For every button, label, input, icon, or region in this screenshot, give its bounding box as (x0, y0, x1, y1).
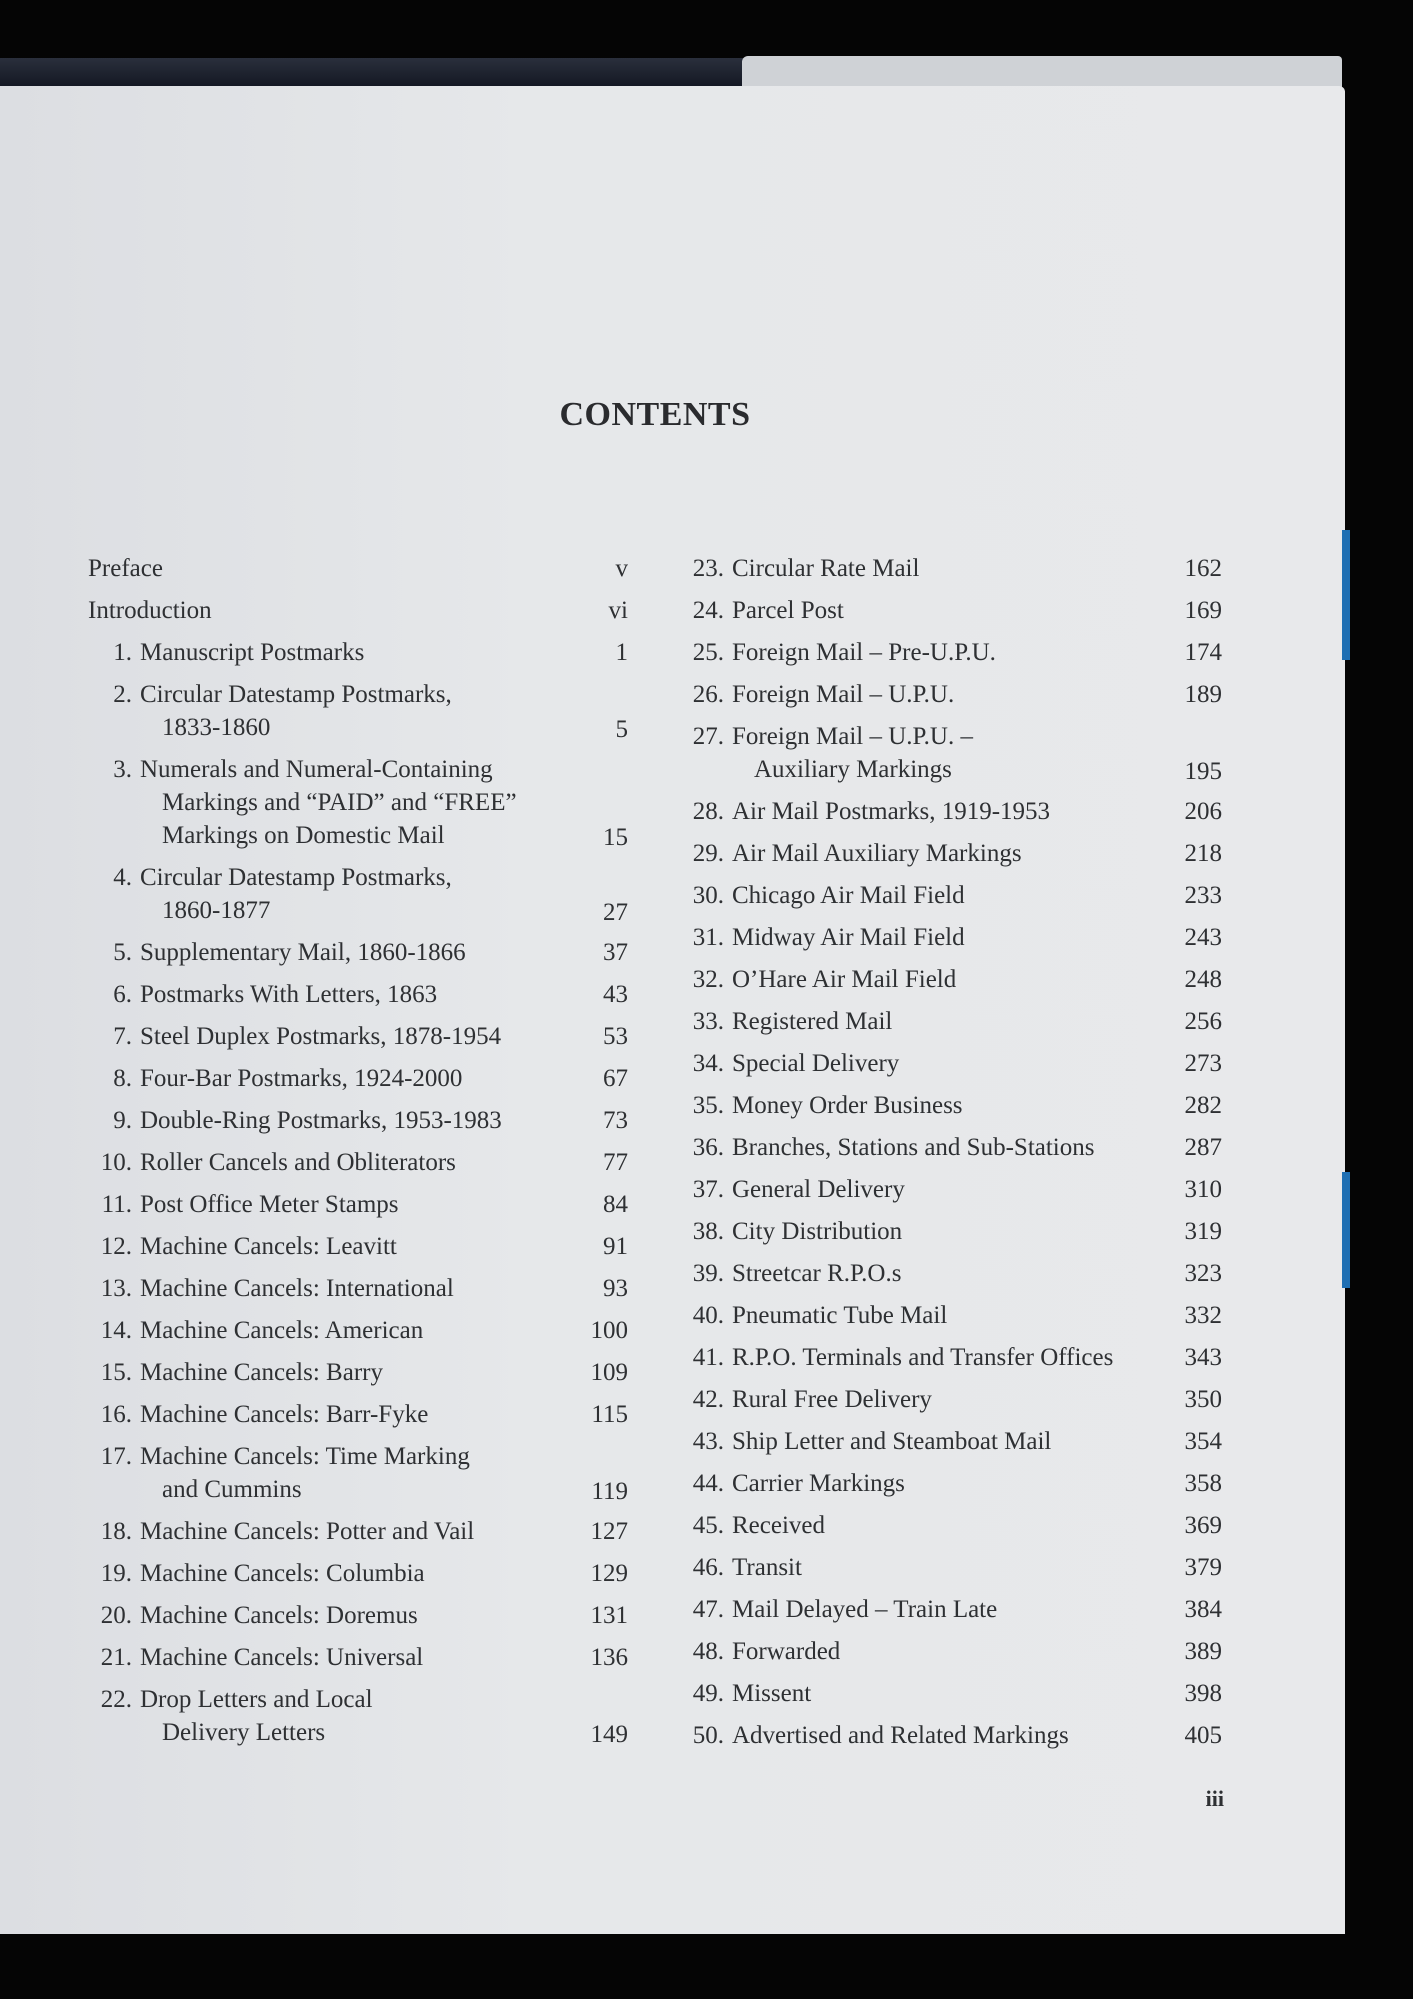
chapter-number: 10. (100, 1149, 132, 1176)
toc-entry-first-line (680, 1211, 1222, 1253)
chapter-title: Money Order Business (732, 1092, 963, 1119)
page-number: 256 (1184, 1008, 1222, 1035)
toc-entry (680, 1295, 1222, 1337)
toc-entry (680, 1337, 1222, 1379)
chapter-number: 46. (692, 1554, 724, 1581)
toc-entry-first-line (680, 791, 1222, 833)
page-number: 273 (1184, 1050, 1222, 1077)
toc-entry-first-line (680, 1589, 1222, 1631)
toc-entry-first-line (680, 720, 1222, 753)
page-number: 405 (1184, 1722, 1222, 1749)
page-number: 384 (1184, 1596, 1222, 1623)
toc-entry-first-line (88, 1394, 628, 1436)
chapter-number: 28. (692, 798, 724, 825)
chapter-title: Machine Cancels: Barr-Fyke (140, 1401, 429, 1428)
toc-entry-first-line (88, 974, 628, 1016)
toc-entry (680, 1673, 1222, 1715)
toc-entry (88, 1511, 628, 1553)
chapter-title: Machine Cancels: Universal (140, 1644, 424, 1671)
chapter-number: 34. (692, 1050, 724, 1077)
toc-entry (680, 1463, 1222, 1505)
page-number: 287 (1184, 1134, 1222, 1161)
page-number: 248 (1184, 966, 1222, 993)
chapter-title: Rural Free Delivery (732, 1386, 932, 1413)
chapter-title: Machine Cancels: American (140, 1317, 424, 1344)
chapter-number: 17. (100, 1443, 132, 1470)
chapter-number: 38. (692, 1218, 724, 1245)
page-number: 136 (590, 1644, 628, 1671)
chapter-title: Parcel Post (732, 597, 844, 624)
chapter-title: Midway Air Mail Field (732, 924, 965, 951)
toc-entry-first-line (680, 1295, 1222, 1337)
chapter-title: Mail Delayed – Train Late (732, 1596, 998, 1623)
page-number: 27 (603, 899, 628, 926)
chapter-number: 2. (113, 681, 132, 708)
chapter-number: 37. (692, 1176, 724, 1203)
chapter-title: Forwarded (732, 1638, 841, 1665)
chapter-title: O’Hare Air Mail Field (732, 966, 957, 993)
toc-entry (88, 1637, 628, 1679)
toc-entry (680, 875, 1222, 917)
chapter-title: Chicago Air Mail Field (732, 882, 965, 909)
chapter-title: Machine Cancels: Leavitt (140, 1233, 397, 1260)
toc-entry (680, 1547, 1222, 1589)
chapter-title: Postmarks With Letters, 1863 (140, 981, 438, 1008)
toc-entry-first-line (680, 590, 1222, 632)
toc-entry-first-line (680, 1715, 1222, 1757)
toc-entry (88, 1394, 628, 1436)
toc-entry (88, 1142, 628, 1184)
page-number: 350 (1184, 1386, 1222, 1413)
chapter-number: 21. (100, 1644, 132, 1671)
chapter-title: Steel Duplex Postmarks, 1878-1954 (140, 1023, 502, 1050)
page-number: 127 (590, 1518, 628, 1545)
toc-entry-first-line (88, 932, 628, 974)
toc-entry-first-line (88, 1268, 628, 1310)
chapter-title: Air Mail Auxiliary Markings (732, 840, 1022, 867)
chapter-number: 3. (113, 756, 132, 783)
chapter-title: Foreign Mail – Pre-U.P.U. (732, 639, 996, 666)
page-number: 77 (603, 1149, 628, 1176)
chapter-number: 40. (692, 1302, 724, 1329)
chapter-title: General Delivery (732, 1176, 905, 1203)
toc-entry (88, 1352, 628, 1394)
chapter-number: 45. (692, 1512, 724, 1539)
toc-entry (88, 632, 628, 674)
page-number: 67 (603, 1065, 628, 1092)
toc-entry-first-line (88, 1553, 628, 1595)
toc-entry-first-line (680, 917, 1222, 959)
toc-entry-first-line (88, 548, 628, 590)
chapter-title: Transit (732, 1554, 802, 1581)
chapter-title-continuation: 1860-1877 (162, 897, 271, 924)
toc-entry (88, 749, 628, 857)
chapter-title: Air Mail Postmarks, 1919-1953 (732, 798, 1051, 825)
toc-entry (88, 1058, 628, 1100)
page-number: 37 (603, 939, 628, 966)
chapter-number: 42. (692, 1386, 724, 1413)
toc-entry (680, 1253, 1222, 1295)
chapter-number: 14. (100, 1317, 132, 1344)
toc-entry-first-line (680, 1253, 1222, 1295)
toc-entry-first-line (680, 833, 1222, 875)
toc-entry (680, 1631, 1222, 1673)
toc-column-left (88, 548, 628, 1754)
chapter-number: 9. (113, 1107, 132, 1134)
toc-entry-first-line (88, 861, 628, 894)
chapter-number: 47. (692, 1596, 724, 1623)
chapter-title: Introduction (88, 597, 212, 624)
page-number: 43 (603, 981, 628, 1008)
page-number: 206 (1184, 798, 1222, 825)
page-number: 119 (591, 1478, 628, 1505)
page-number: 243 (1184, 924, 1222, 951)
chapter-title: Machine Cancels: Doremus (140, 1602, 418, 1629)
toc-entry-first-line (88, 1440, 628, 1473)
chapter-number: 26. (692, 681, 724, 708)
chapter-title-continuation: Auxiliary Markings (754, 756, 952, 783)
chapter-title: Machine Cancels: Columbia (140, 1560, 425, 1587)
chapter-title-continuation: and Cummins (162, 1476, 302, 1503)
page-number: 84 (603, 1191, 628, 1218)
chapter-title: Roller Cancels and Obliterators (140, 1149, 456, 1176)
chapter-title: Circular Rate Mail (732, 555, 920, 582)
chapter-title: Missent (732, 1680, 812, 1707)
toc-entry (680, 716, 1222, 791)
toc-entry-first-line (680, 1085, 1222, 1127)
chapter-number: 41. (692, 1344, 724, 1371)
toc-entry-first-line (88, 1016, 628, 1058)
toc-entry (88, 1553, 628, 1595)
page-number: 174 (1184, 639, 1222, 666)
toc-entry (680, 1715, 1222, 1757)
chapter-number: 5. (113, 939, 132, 966)
chapter-title: Circular Datestamp Postmarks, (140, 864, 452, 891)
toc-entry (680, 674, 1222, 716)
chapter-number: 25. (692, 639, 724, 666)
toc-entry-first-line (680, 1337, 1222, 1379)
chapter-number: 18. (100, 1518, 132, 1545)
chapter-title: Post Office Meter Stamps (140, 1191, 399, 1218)
page-number: 93 (603, 1275, 628, 1302)
page-number: 53 (603, 1023, 628, 1050)
chapter-title: Foreign Mail – U.P.U. – (732, 723, 973, 750)
chapter-number: 49. (692, 1680, 724, 1707)
page-number: 398 (1184, 1680, 1222, 1707)
chapter-number: 13. (100, 1275, 132, 1302)
toc-entry (88, 1100, 628, 1142)
page-number: 189 (1184, 681, 1222, 708)
page-number: 73 (603, 1107, 628, 1134)
page-number: 323 (1184, 1260, 1222, 1287)
chapter-number: 23. (692, 555, 724, 582)
toc-entry (680, 959, 1222, 1001)
toc-entry-first-line (88, 632, 628, 674)
toc-entry (680, 1085, 1222, 1127)
toc-entry (88, 590, 628, 632)
toc-entry (88, 1679, 628, 1754)
page-number: 369 (1184, 1512, 1222, 1539)
chapter-number: 31. (692, 924, 724, 951)
page-number: 91 (603, 1233, 628, 1260)
chapter-number: 12. (100, 1233, 132, 1260)
page-number: 332 (1184, 1302, 1222, 1329)
chapter-number: 22. (100, 1686, 132, 1713)
chapter-title: Streetcar R.P.O.s (732, 1260, 902, 1287)
toc-entry-first-line (680, 1127, 1222, 1169)
page-number: 115 (591, 1401, 628, 1428)
chapter-title: Numerals and Numeral-Containing (140, 756, 493, 783)
toc-entry-first-line (680, 1673, 1222, 1715)
toc-entry (680, 1379, 1222, 1421)
chapter-title: Machine Cancels: Potter and Vail (140, 1518, 475, 1545)
page-number: 319 (1184, 1218, 1222, 1245)
page-number: vi (608, 597, 628, 624)
chapter-title: Circular Datestamp Postmarks, (140, 681, 452, 708)
toc-entry (680, 833, 1222, 875)
chapter-title: Machine Cancels: International (140, 1275, 454, 1302)
toc-entry-first-line (88, 1058, 628, 1100)
toc-entry-first-line (680, 1169, 1222, 1211)
toc-entry-first-line (88, 1100, 628, 1142)
toc-entry (88, 1016, 628, 1058)
chapter-title: Machine Cancels: Time Marking (140, 1443, 470, 1470)
toc-entry (88, 548, 628, 590)
toc-entry-first-line (88, 1683, 628, 1716)
toc-entry (680, 548, 1222, 590)
toc-entry (88, 974, 628, 1016)
chapter-number: 7. (113, 1023, 132, 1050)
chapter-title-continuation: Markings and “PAID” and “FREE” (162, 789, 517, 816)
toc-entry (680, 917, 1222, 959)
chapter-number: 6. (113, 981, 132, 1008)
page-number: 343 (1184, 1344, 1222, 1371)
toc-entry (88, 1268, 628, 1310)
chapter-title: Ship Letter and Steamboat Mail (732, 1428, 1052, 1455)
chapter-title: City Distribution (732, 1218, 903, 1245)
toc-entry-first-line (88, 1637, 628, 1679)
page-number: 195 (1184, 758, 1222, 785)
chapter-title-continuation: Markings on Domestic Mail (162, 822, 445, 849)
chapter-title: Four-Bar Postmarks, 1924-2000 (140, 1065, 463, 1092)
toc-entry-first-line (88, 753, 628, 786)
chapter-number: 16. (100, 1401, 132, 1428)
page-number: 100 (590, 1317, 628, 1344)
chapter-title-continuation: Delivery Letters (162, 1719, 326, 1746)
chapter-title: Manuscript Postmarks (140, 639, 365, 666)
toc-entry-first-line (680, 1379, 1222, 1421)
chapter-title: Preface (88, 555, 163, 582)
chapter-number: 33. (692, 1008, 724, 1035)
toc-entry (88, 857, 628, 932)
toc-entry (680, 1211, 1222, 1253)
chapter-title: Advertised and Related Markings (732, 1722, 1069, 1749)
page-number: 149 (590, 1721, 628, 1748)
chapter-number: 36. (692, 1134, 724, 1161)
page-number: 354 (1184, 1428, 1222, 1455)
toc-entry (680, 1421, 1222, 1463)
toc-entry-first-line (680, 1001, 1222, 1043)
chapter-number: 50. (692, 1722, 724, 1749)
page-folio: iii (1205, 1786, 1224, 1811)
page-number: 15 (603, 824, 628, 851)
chapter-title: Special Delivery (732, 1050, 900, 1077)
page-number: 282 (1184, 1092, 1222, 1119)
toc-entry (88, 932, 628, 974)
toc-entry (88, 1310, 628, 1352)
toc-entry (88, 1436, 628, 1511)
chapter-title: Supplementary Mail, 1860-1866 (140, 939, 466, 966)
page-number: 389 (1184, 1638, 1222, 1665)
chapter-title: Foreign Mail – U.P.U. (732, 681, 955, 708)
toc-entry-first-line (680, 1043, 1222, 1085)
chapter-number: 24. (692, 597, 724, 624)
toc-entry-first-line (88, 1595, 628, 1637)
page-number: 379 (1184, 1554, 1222, 1581)
toc-entry (88, 1595, 628, 1637)
page-title: CONTENTS (559, 396, 751, 433)
chapter-number: 29. (692, 840, 724, 867)
toc-entry-first-line (88, 590, 628, 632)
toc-column-right (680, 548, 1222, 1757)
toc-entry-first-line (88, 1352, 628, 1394)
chapter-title: Machine Cancels: Barry (140, 1359, 383, 1386)
chapter-number: 15. (100, 1359, 132, 1386)
chapter-number: 27. (692, 723, 724, 750)
chapter-number: 20. (100, 1602, 132, 1629)
page-number: 218 (1184, 840, 1222, 867)
toc-entry-first-line (680, 1631, 1222, 1673)
chapter-number: 1. (113, 639, 132, 666)
page-number: 1 (615, 639, 628, 666)
toc-entry-first-line (680, 1463, 1222, 1505)
toc-entry-first-line (680, 548, 1222, 590)
chapter-title: Carrier Markings (732, 1470, 905, 1497)
page-number: v (615, 555, 628, 582)
chapter-number: 11. (101, 1191, 132, 1218)
toc-entry (680, 1001, 1222, 1043)
toc-entry-first-line (680, 1505, 1222, 1547)
chapter-number: 8. (113, 1065, 132, 1092)
toc-entry-first-line (88, 1226, 628, 1268)
chapter-title: Received (732, 1512, 826, 1539)
page-number: 233 (1184, 882, 1222, 909)
toc-entry-first-line (680, 875, 1222, 917)
toc-entry-first-line (88, 1310, 628, 1352)
chapter-number: 44. (692, 1470, 724, 1497)
chapter-title: Pneumatic Tube Mail (732, 1302, 948, 1329)
toc-entry (680, 1127, 1222, 1169)
toc-entry-first-line (88, 678, 628, 711)
chapter-number: 4. (113, 864, 132, 891)
jacket-blue-stripe (1342, 530, 1350, 660)
toc-entry (680, 1505, 1222, 1547)
page-number: 109 (590, 1359, 628, 1386)
chapter-title: Branches, Stations and Sub-Stations (732, 1134, 1095, 1161)
chapter-title-continuation: 1833-1860 (162, 714, 271, 741)
toc-entry-first-line (680, 1547, 1222, 1589)
toc-entry-first-line (88, 1184, 628, 1226)
toc-entry (88, 1226, 628, 1268)
page-number: 129 (590, 1560, 628, 1587)
toc-entry (680, 791, 1222, 833)
page-number: 169 (1184, 597, 1222, 624)
chapter-number: 48. (692, 1638, 724, 1665)
toc-entry-first-line (88, 1511, 628, 1553)
jacket-blue-stripe (1342, 1172, 1350, 1288)
toc-entry-first-line (680, 1421, 1222, 1463)
toc-entry (680, 1043, 1222, 1085)
chapter-title: Registered Mail (732, 1008, 893, 1035)
toc-entry-first-line (680, 959, 1222, 1001)
chapter-title: R.P.O. Terminals and Transfer Offices (732, 1344, 1114, 1371)
toc-entry (680, 1589, 1222, 1631)
chapter-number: 35. (692, 1092, 724, 1119)
toc-entry-first-line (88, 1142, 628, 1184)
chapter-number: 43. (692, 1428, 724, 1455)
page-number: 162 (1184, 555, 1222, 582)
chapter-title: Double-Ring Postmarks, 1953-1983 (140, 1107, 502, 1134)
toc-entry (680, 632, 1222, 674)
toc-entry-first-line (680, 674, 1222, 716)
page-number: 5 (615, 716, 628, 743)
chapter-number: 39. (692, 1260, 724, 1287)
chapter-title: Drop Letters and Local (140, 1686, 373, 1713)
toc-entry (680, 1169, 1222, 1211)
chapter-number: 32. (692, 966, 724, 993)
page-number: 358 (1184, 1470, 1222, 1497)
chapter-number: 19. (100, 1560, 132, 1587)
page-number: 131 (590, 1602, 628, 1629)
toc-entry (680, 590, 1222, 632)
toc-entry (88, 1184, 628, 1226)
chapter-number: 30. (692, 882, 724, 909)
toc-entry-first-line (680, 632, 1222, 674)
toc-entry (88, 674, 628, 749)
page-number: 310 (1184, 1176, 1222, 1203)
